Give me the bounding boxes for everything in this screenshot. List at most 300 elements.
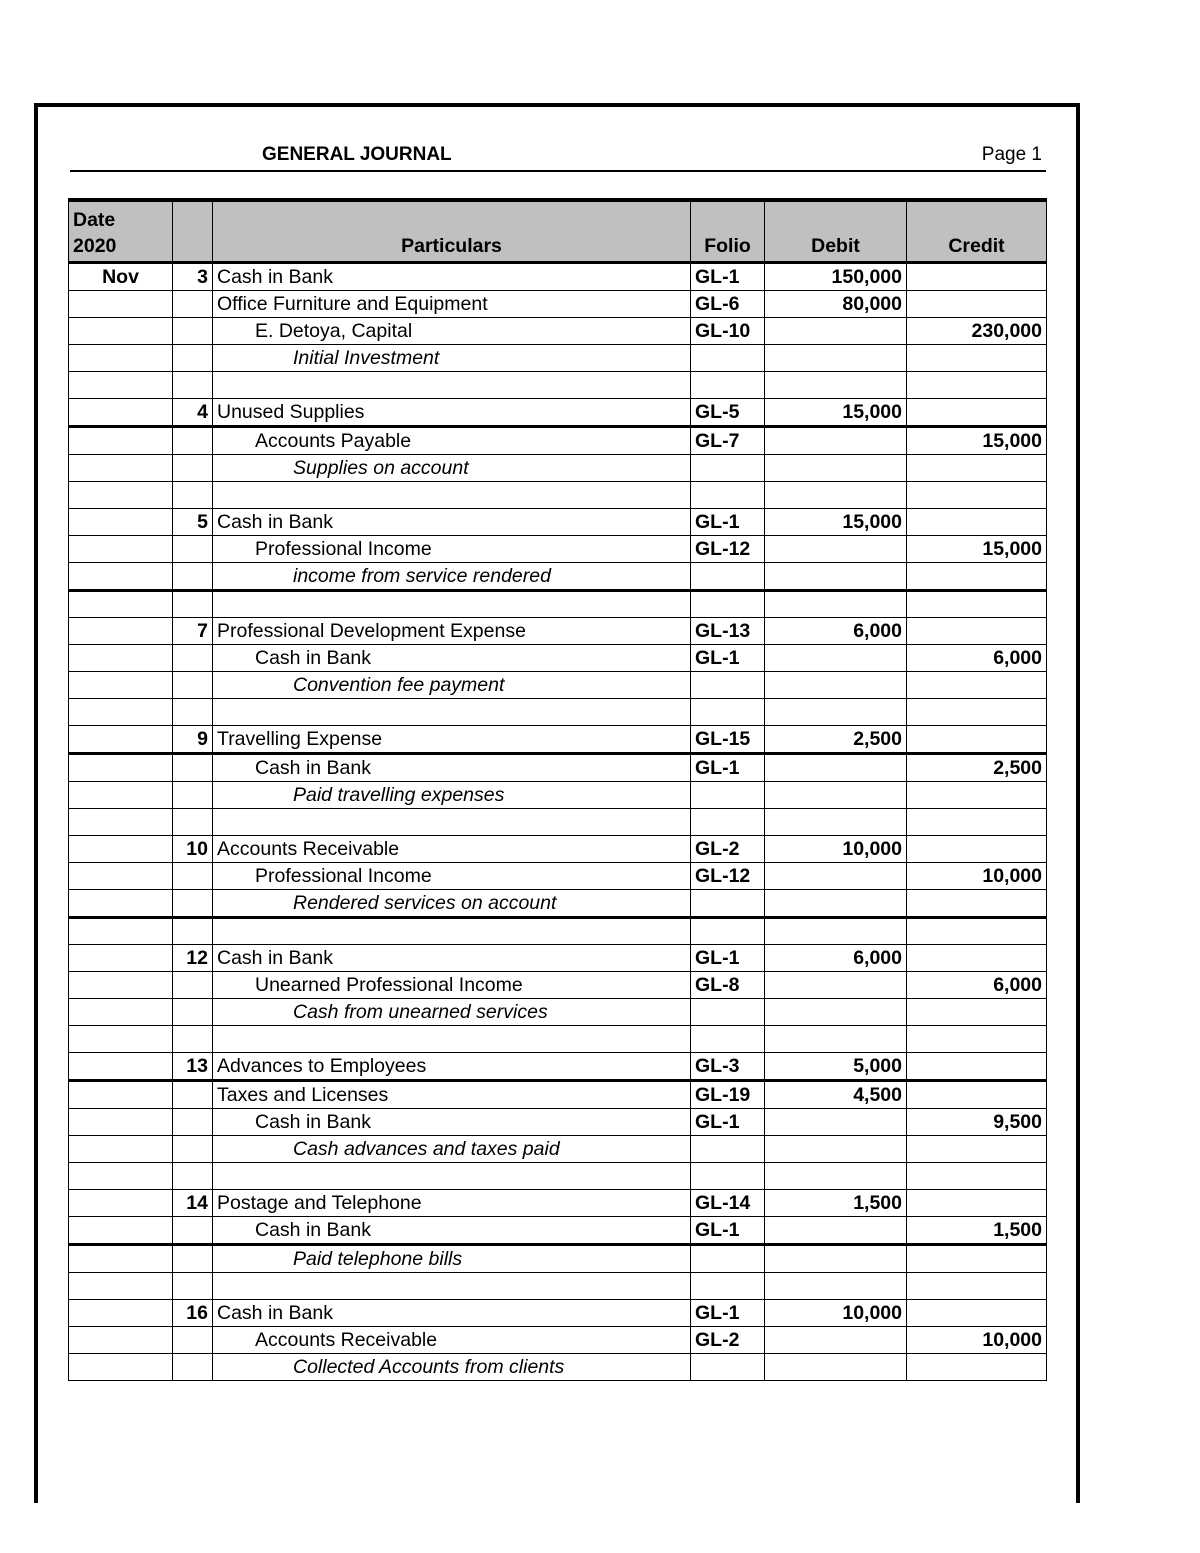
entry-month: [69, 781, 173, 808]
entry-day: [173, 1272, 213, 1299]
entry-day: 13: [173, 1052, 213, 1080]
entry-debit: [765, 644, 907, 671]
page-number: Page 1: [981, 144, 1042, 165]
entry-debit: [765, 371, 907, 398]
table-row: [69, 753, 1047, 781]
entry-particulars: Accounts Payable: [213, 426, 691, 454]
year-label: 2020: [73, 234, 117, 257]
entry-folio: GL-1: [691, 1216, 765, 1244]
entry-month: [69, 644, 173, 671]
entry-particulars: Professional Income: [213, 862, 691, 889]
entry-day: [173, 454, 213, 481]
entry-particulars: Cash in Bank: [213, 1299, 691, 1326]
entry-day: [173, 808, 213, 835]
entry-credit: [907, 617, 1047, 644]
entry-month: [69, 698, 173, 725]
entry-day: [173, 998, 213, 1025]
entry-particulars: income from service rendered: [213, 562, 691, 590]
table-row: [69, 1080, 1047, 1108]
entry-day: [173, 644, 213, 671]
entry-folio: GL-13: [691, 617, 765, 644]
entry-month: [69, 671, 173, 698]
entry-month: [69, 1108, 173, 1135]
entry-day: [173, 426, 213, 454]
entry-particulars: Postage and Telephone: [213, 1189, 691, 1216]
entry-folio: [691, 671, 765, 698]
entry-particulars: Collected Accounts from clients: [213, 1353, 691, 1380]
entry-credit: 6,000: [907, 971, 1047, 998]
entry-folio: [691, 917, 765, 944]
entry-month: [69, 998, 173, 1025]
column-header-particulars: Particulars: [213, 200, 691, 262]
entry-credit: [907, 262, 1047, 290]
entry-folio: GL-1: [691, 1108, 765, 1135]
table-row: [69, 1326, 1047, 1353]
entry-debit: [765, 1162, 907, 1189]
entry-credit: [907, 944, 1047, 971]
entry-debit: [765, 562, 907, 590]
entry-month: [69, 1353, 173, 1380]
entry-credit: 15,000: [907, 535, 1047, 562]
entry-credit: 9,500: [907, 1108, 1047, 1135]
entry-particulars: [213, 1272, 691, 1299]
entry-folio: [691, 344, 765, 371]
entry-day: [173, 371, 213, 398]
entry-folio: [691, 889, 765, 917]
table-row: [69, 344, 1047, 371]
entry-debit: [765, 998, 907, 1025]
entry-debit: [765, 317, 907, 344]
table-row: [69, 971, 1047, 998]
entry-month: [69, 1326, 173, 1353]
entry-debit: 15,000: [765, 398, 907, 426]
entry-particulars: Convention fee payment: [213, 671, 691, 698]
entry-credit: [907, 1244, 1047, 1272]
entry-debit: [765, 590, 907, 617]
entry-credit: [907, 917, 1047, 944]
entry-particulars: [213, 1025, 691, 1052]
entry-credit: 230,000: [907, 317, 1047, 344]
entry-day: 4: [173, 398, 213, 426]
journal-title: GENERAL JOURNAL: [262, 144, 452, 165]
entry-folio: [691, 998, 765, 1025]
entry-particulars: Cash in Bank: [213, 262, 691, 290]
entry-credit: [907, 808, 1047, 835]
table-row: [69, 889, 1047, 917]
entry-folio: GL-2: [691, 1326, 765, 1353]
entry-particulars: Taxes and Licenses: [213, 1080, 691, 1108]
entry-credit: [907, 671, 1047, 698]
table-row: [69, 835, 1047, 862]
entry-day: [173, 971, 213, 998]
entry-month: [69, 317, 173, 344]
entry-day: [173, 1080, 213, 1108]
entry-day: [173, 1216, 213, 1244]
entry-day: [173, 753, 213, 781]
entry-folio: GL-8: [691, 971, 765, 998]
entry-day: [173, 317, 213, 344]
entry-day: 16: [173, 1299, 213, 1326]
entry-day: [173, 1353, 213, 1380]
table-row: [69, 671, 1047, 698]
entry-folio: [691, 590, 765, 617]
entry-credit: [907, 725, 1047, 753]
table-row: [69, 1052, 1047, 1080]
entry-month: [69, 1080, 173, 1108]
entry-folio: [691, 808, 765, 835]
table-row: [69, 535, 1047, 562]
entry-debit: [765, 1108, 907, 1135]
entry-credit: 1,500: [907, 1216, 1047, 1244]
entry-debit: [765, 753, 907, 781]
table-row: [69, 617, 1047, 644]
entry-folio: GL-7: [691, 426, 765, 454]
entry-credit: 10,000: [907, 1326, 1047, 1353]
table-row: [69, 1272, 1047, 1299]
column-header-date: [69, 200, 173, 262]
table-row: [69, 290, 1047, 317]
entry-credit: [907, 1135, 1047, 1162]
entry-debit: [765, 1353, 907, 1380]
entry-folio: GL-5: [691, 398, 765, 426]
entry-particulars: Unused Supplies: [213, 398, 691, 426]
entry-month: [69, 426, 173, 454]
entry-month: [69, 725, 173, 753]
entry-credit: [907, 590, 1047, 617]
entry-particulars: [213, 808, 691, 835]
entry-particulars: Cash in Bank: [213, 1216, 691, 1244]
date-label: Date: [73, 208, 116, 231]
entry-debit: [765, 781, 907, 808]
journal-table: [68, 198, 1047, 1381]
entry-credit: [907, 1162, 1047, 1189]
entry-credit: [907, 1080, 1047, 1108]
entry-day: [173, 481, 213, 508]
entry-month: [69, 1052, 173, 1080]
entry-day: [173, 917, 213, 944]
entry-folio: [691, 698, 765, 725]
entry-credit: [907, 481, 1047, 508]
entry-credit: [907, 1052, 1047, 1080]
entry-credit: 2,500: [907, 753, 1047, 781]
entry-debit: [765, 1326, 907, 1353]
entry-credit: [907, 698, 1047, 725]
table-row: [69, 562, 1047, 590]
entry-particulars: Cash in Bank: [213, 1108, 691, 1135]
entry-particulars: Cash advances and taxes paid: [213, 1135, 691, 1162]
entry-credit: [907, 835, 1047, 862]
entry-month: [69, 1216, 173, 1244]
entry-particulars: Cash in Bank: [213, 944, 691, 971]
entry-day: [173, 1244, 213, 1272]
entry-particulars: Cash in Bank: [213, 508, 691, 535]
entry-day: [173, 862, 213, 889]
entry-month: [69, 889, 173, 917]
entry-month: [69, 1244, 173, 1272]
entry-month: [69, 862, 173, 889]
entry-credit: [907, 1025, 1047, 1052]
entry-particulars: Cash in Bank: [213, 644, 691, 671]
entry-debit: [765, 1135, 907, 1162]
entry-month: [69, 535, 173, 562]
entry-day: [173, 698, 213, 725]
entry-particulars: Cash in Bank: [213, 753, 691, 781]
header-row: [69, 200, 1047, 262]
entry-month: [69, 808, 173, 835]
entry-month: [69, 344, 173, 371]
column-header-debit: Debit: [765, 200, 907, 262]
entry-debit: 6,000: [765, 617, 907, 644]
entry-folio: [691, 1244, 765, 1272]
entry-credit: [907, 1353, 1047, 1380]
entry-folio: [691, 1353, 765, 1380]
entry-day: [173, 1326, 213, 1353]
entry-particulars: Unearned Professional Income: [213, 971, 691, 998]
entry-folio: GL-19: [691, 1080, 765, 1108]
entry-debit: [765, 426, 907, 454]
table-row: [69, 1189, 1047, 1216]
entry-day: 5: [173, 508, 213, 535]
entry-month: [69, 371, 173, 398]
table-row: [69, 1353, 1047, 1380]
entry-month: [69, 971, 173, 998]
entry-debit: 5,000: [765, 1052, 907, 1080]
entry-day: [173, 889, 213, 917]
entry-day: [173, 1162, 213, 1189]
entry-month: [69, 508, 173, 535]
entry-credit: [907, 290, 1047, 317]
entry-folio: [691, 781, 765, 808]
entry-credit: [907, 1299, 1047, 1326]
entry-month: [69, 290, 173, 317]
table-row: [69, 644, 1047, 671]
entry-debit: [765, 344, 907, 371]
entry-folio: [691, 454, 765, 481]
entry-debit: [765, 1272, 907, 1299]
entry-debit: [765, 862, 907, 889]
entry-month: [69, 835, 173, 862]
table-row: [69, 808, 1047, 835]
entry-particulars: Travelling Expense: [213, 725, 691, 753]
entry-particulars: [213, 371, 691, 398]
entry-particulars: Accounts Receivable: [213, 1326, 691, 1353]
entry-folio: [691, 562, 765, 590]
entry-folio: GL-15: [691, 725, 765, 753]
entry-day: [173, 535, 213, 562]
entry-credit: 6,000: [907, 644, 1047, 671]
table-row: [69, 862, 1047, 889]
column-header-credit: Credit: [907, 200, 1047, 262]
entry-debit: [765, 698, 907, 725]
entry-day: 12: [173, 944, 213, 971]
entry-debit: 2,500: [765, 725, 907, 753]
entry-month: Nov: [69, 262, 173, 290]
entry-day: [173, 562, 213, 590]
entry-particulars: [213, 481, 691, 508]
entry-particulars: Initial Investment: [213, 344, 691, 371]
table-row: [69, 1299, 1047, 1326]
entry-folio: [691, 481, 765, 508]
entry-folio: GL-10: [691, 317, 765, 344]
entry-particulars: Cash from unearned services: [213, 998, 691, 1025]
table-row: [69, 454, 1047, 481]
entry-day: [173, 781, 213, 808]
entry-day: [173, 671, 213, 698]
entry-month: [69, 562, 173, 590]
entry-particulars: E. Detoya, Capital: [213, 317, 691, 344]
entry-month: [69, 617, 173, 644]
entry-folio: GL-1: [691, 644, 765, 671]
entry-particulars: [213, 698, 691, 725]
entry-day: 14: [173, 1189, 213, 1216]
entry-debit: 150,000: [765, 262, 907, 290]
entry-month: [69, 1299, 173, 1326]
entry-month: [69, 753, 173, 781]
entry-day: 9: [173, 725, 213, 753]
entry-particulars: Supplies on account: [213, 454, 691, 481]
entry-month: [69, 590, 173, 617]
entry-folio: GL-1: [691, 753, 765, 781]
entry-month: [69, 454, 173, 481]
entry-debit: 1,500: [765, 1189, 907, 1216]
entry-debit: [765, 454, 907, 481]
table-row: [69, 944, 1047, 971]
table-row: [69, 590, 1047, 617]
entry-day: 10: [173, 835, 213, 862]
entry-credit: [907, 562, 1047, 590]
entry-month: [69, 1162, 173, 1189]
entry-folio: GL-1: [691, 508, 765, 535]
table-row: [69, 725, 1047, 753]
entry-day: [173, 1135, 213, 1162]
entry-particulars: Office Furniture and Equipment: [213, 290, 691, 317]
journal-body: [69, 262, 1047, 1380]
entry-day: [173, 344, 213, 371]
table-row: [69, 508, 1047, 535]
entry-folio: GL-12: [691, 535, 765, 562]
entry-particulars: Advances to Employees: [213, 1052, 691, 1080]
table-row: [69, 1162, 1047, 1189]
entry-credit: [907, 454, 1047, 481]
entry-credit: [907, 344, 1047, 371]
entry-folio: GL-1: [691, 262, 765, 290]
entry-day: 3: [173, 262, 213, 290]
entry-day: [173, 1108, 213, 1135]
entry-folio: GL-1: [691, 1299, 765, 1326]
entry-folio: GL-6: [691, 290, 765, 317]
entry-debit: 4,500: [765, 1080, 907, 1108]
entry-debit: [765, 1025, 907, 1052]
table-row: [69, 1108, 1047, 1135]
entry-credit: [907, 781, 1047, 808]
journal-heading: [70, 142, 1046, 172]
table-row: [69, 398, 1047, 426]
entry-debit: [765, 671, 907, 698]
entry-particulars: Accounts Receivable: [213, 835, 691, 862]
entry-debit: 15,000: [765, 508, 907, 535]
entry-day: [173, 590, 213, 617]
entry-month: [69, 1025, 173, 1052]
entry-particulars: Rendered services on account: [213, 889, 691, 917]
entry-debit: [765, 481, 907, 508]
entry-folio: GL-2: [691, 835, 765, 862]
entry-credit: [907, 398, 1047, 426]
column-header-folio: Folio: [691, 200, 765, 262]
table-row: [69, 317, 1047, 344]
entry-credit: 15,000: [907, 426, 1047, 454]
table-row: [69, 781, 1047, 808]
entry-month: [69, 917, 173, 944]
entry-month: [69, 398, 173, 426]
entry-credit: [907, 1189, 1047, 1216]
table-row: [69, 998, 1047, 1025]
table-row: [69, 426, 1047, 454]
entry-particulars: Professional Income: [213, 535, 691, 562]
entry-month: [69, 1135, 173, 1162]
table-row: [69, 262, 1047, 290]
table-row: [69, 1216, 1047, 1244]
entry-debit: [765, 1216, 907, 1244]
table-row: [69, 1135, 1047, 1162]
entry-month: [69, 944, 173, 971]
table-row: [69, 1025, 1047, 1052]
entry-month: [69, 1272, 173, 1299]
entry-folio: GL-1: [691, 944, 765, 971]
entry-folio: GL-12: [691, 862, 765, 889]
entry-day: [173, 1025, 213, 1052]
entry-day: [173, 290, 213, 317]
entry-particulars: [213, 590, 691, 617]
entry-debit: 6,000: [765, 944, 907, 971]
entry-debit: [765, 889, 907, 917]
entry-particulars: [213, 917, 691, 944]
table-row: [69, 371, 1047, 398]
entry-particulars: Professional Development Expense: [213, 617, 691, 644]
table-row: [69, 1244, 1047, 1272]
entry-debit: 80,000: [765, 290, 907, 317]
entry-folio: GL-3: [691, 1052, 765, 1080]
entry-particulars: Paid telephone bills: [213, 1244, 691, 1272]
entry-folio: [691, 371, 765, 398]
entry-credit: [907, 1272, 1047, 1299]
entry-credit: [907, 889, 1047, 917]
entry-folio: [691, 1162, 765, 1189]
table-row: [69, 481, 1047, 508]
entry-folio: [691, 1025, 765, 1052]
column-header-day: [173, 200, 213, 262]
entry-debit: [765, 1244, 907, 1272]
entry-day: 7: [173, 617, 213, 644]
table-row: [69, 917, 1047, 944]
entry-debit: [765, 917, 907, 944]
table-row: [69, 698, 1047, 725]
entry-debit: 10,000: [765, 1299, 907, 1326]
entry-credit: [907, 998, 1047, 1025]
entry-credit: [907, 371, 1047, 398]
entry-particulars: [213, 1162, 691, 1189]
entry-credit: 10,000: [907, 862, 1047, 889]
entry-folio: GL-14: [691, 1189, 765, 1216]
entry-debit: [765, 808, 907, 835]
entry-particulars: Paid travelling expenses: [213, 781, 691, 808]
entry-folio: [691, 1272, 765, 1299]
entry-debit: 10,000: [765, 835, 907, 862]
entry-folio: [691, 1135, 765, 1162]
entry-credit: [907, 508, 1047, 535]
entry-month: [69, 1189, 173, 1216]
entry-debit: [765, 971, 907, 998]
entry-debit: [765, 535, 907, 562]
